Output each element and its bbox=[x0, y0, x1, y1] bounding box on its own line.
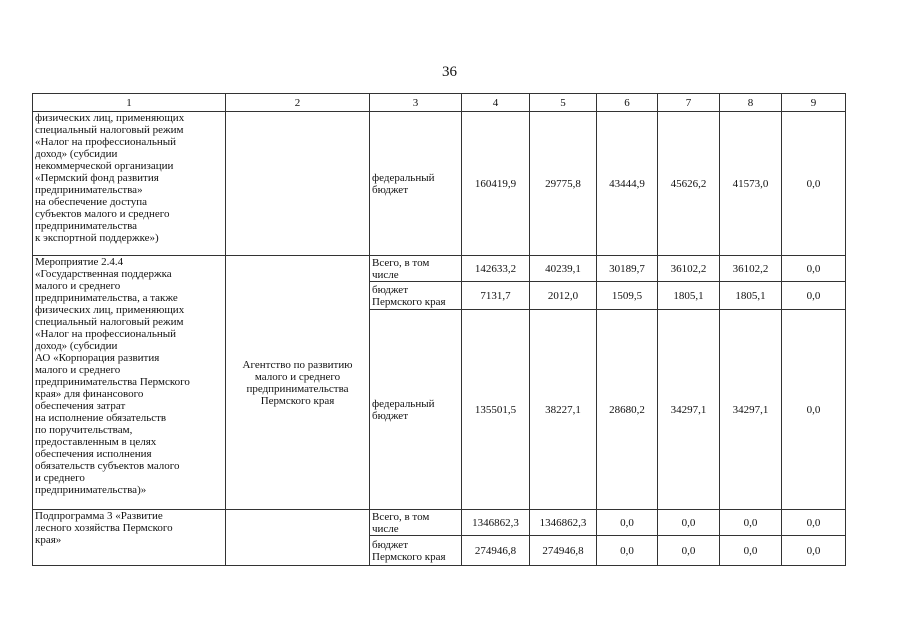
column-header: 3 bbox=[370, 94, 462, 112]
amount-cell: 36102,2 bbox=[720, 256, 782, 282]
funding-source: Всего, в том числе bbox=[370, 510, 462, 536]
funding-source: бюджет Пермского края bbox=[370, 282, 462, 310]
amount-cell: 29775,8 bbox=[530, 112, 597, 256]
amount-cell: 34297,1 bbox=[720, 310, 782, 510]
column-header: 6 bbox=[597, 94, 658, 112]
column-header: 1 bbox=[33, 94, 226, 112]
amount-cell: 0,0 bbox=[597, 536, 658, 566]
amount-cell: 1346862,3 bbox=[530, 510, 597, 536]
column-header: 5 bbox=[530, 94, 597, 112]
header-row bbox=[33, 94, 846, 112]
budget-table bbox=[32, 93, 846, 566]
amount-cell: 0,0 bbox=[658, 536, 720, 566]
amount-cell: 1805,1 bbox=[658, 282, 720, 310]
amount-cell: 34297,1 bbox=[658, 310, 720, 510]
amount-cell: 40239,1 bbox=[530, 256, 597, 282]
amount-cell: 41573,0 bbox=[720, 112, 782, 256]
page-number: 36 bbox=[442, 64, 457, 80]
responsible-agency bbox=[226, 510, 370, 566]
column-header: 8 bbox=[720, 94, 782, 112]
amount-cell: 30189,7 bbox=[597, 256, 658, 282]
activity-description: Мероприятие 2.4.4 «Государственная поддержка малого и среднего предпринимательства, а также физических лиц, применяющих специальный налоговый режим «Налог на профессиональный доход» (субсидии АО «Корпорация развития малого и среднего предпринимательства Пермского края» для финансового обеспечения затрат на исполнение обязательств по поручительствам, предоставленным в целях обеспечения исполнения обязательств субъектов малого и среднего предпринимательства)» bbox=[33, 256, 226, 510]
amount-cell: 0,0 bbox=[597, 510, 658, 536]
amount-cell: 43444,9 bbox=[597, 112, 658, 256]
amount-cell: 0,0 bbox=[782, 310, 846, 510]
amount-cell: 274946,8 bbox=[530, 536, 597, 566]
amount-cell: 1805,1 bbox=[720, 282, 782, 310]
funding-source: федеральный бюджет bbox=[370, 310, 462, 510]
amount-cell: 0,0 bbox=[782, 256, 846, 282]
amount-cell: 0,0 bbox=[782, 510, 846, 536]
amount-cell: 0,0 bbox=[782, 112, 846, 256]
amount-cell: 135501,5 bbox=[462, 310, 530, 510]
column-header: 7 bbox=[658, 94, 720, 112]
amount-cell: 7131,7 bbox=[462, 282, 530, 310]
table-row bbox=[33, 510, 846, 536]
amount-cell: 2012,0 bbox=[530, 282, 597, 310]
amount-cell: 1509,5 bbox=[597, 282, 658, 310]
amount-cell: 160419,9 bbox=[462, 112, 530, 256]
amount-cell: 274946,8 bbox=[462, 536, 530, 566]
amount-cell: 0,0 bbox=[720, 536, 782, 566]
amount-cell: 0,0 bbox=[658, 510, 720, 536]
column-header: 4 bbox=[462, 94, 530, 112]
amount-cell: 1346862,3 bbox=[462, 510, 530, 536]
amount-cell: 38227,1 bbox=[530, 310, 597, 510]
amount-cell: 0,0 bbox=[782, 536, 846, 566]
amount-cell: 142633,2 bbox=[462, 256, 530, 282]
funding-source: Всего, в том числе bbox=[370, 256, 462, 282]
amount-cell: 28680,2 bbox=[597, 310, 658, 510]
column-header: 2 bbox=[226, 94, 370, 112]
activity-description: Подпрограмма 3 «Развитие лесного хозяйства Пермского края» bbox=[33, 510, 226, 566]
amount-cell: 0,0 bbox=[720, 510, 782, 536]
responsible-agency bbox=[226, 112, 370, 256]
amount-cell: 45626,2 bbox=[658, 112, 720, 256]
column-header: 9 bbox=[782, 94, 846, 112]
amount-cell: 0,0 bbox=[782, 282, 846, 310]
funding-source: федеральный бюджет bbox=[370, 112, 462, 256]
responsible-agency: Агентство по развитию малого и среднего предпринимательства Пермского края bbox=[226, 256, 370, 510]
amount-cell: 36102,2 bbox=[658, 256, 720, 282]
table-row bbox=[33, 256, 846, 282]
table-row bbox=[33, 112, 846, 256]
funding-source: бюджет Пермского края bbox=[370, 536, 462, 566]
activity-description: физических лиц, применяющих специальный налоговый режим «Налог на профессиональный доход» (субсидии некоммерческой организации «Пермский фонд развития предпринимательства» на обеспечение доступа субъектов малого и среднего предпринимательства к экспортной поддержке») bbox=[33, 112, 226, 256]
